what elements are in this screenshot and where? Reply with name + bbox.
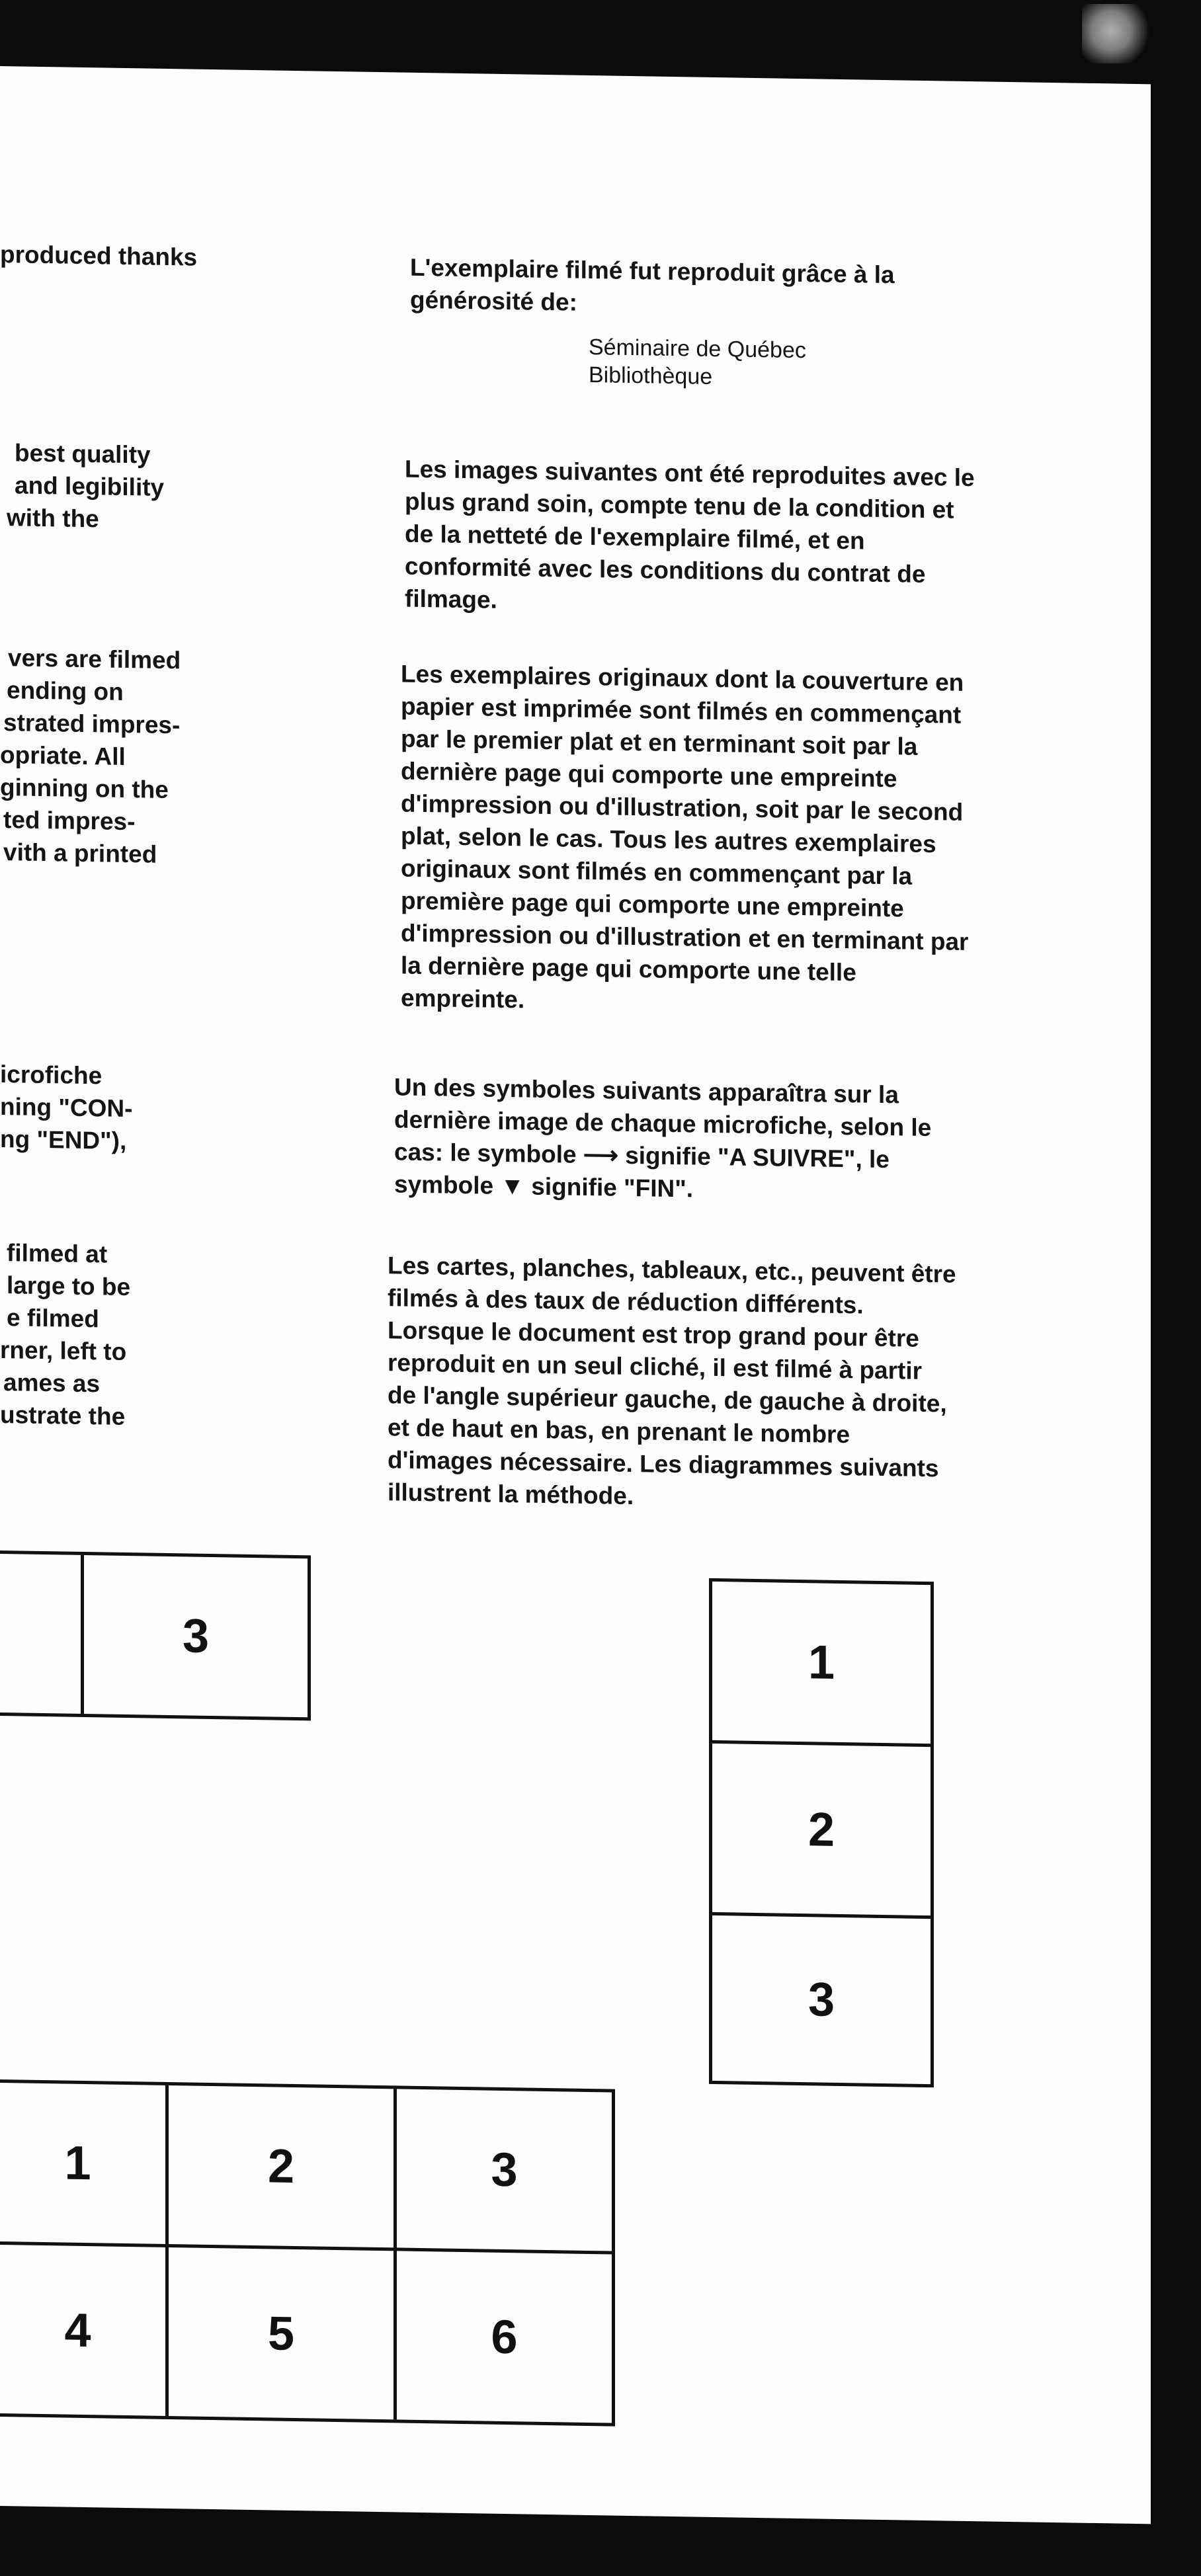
left-paragraph-4 xyxy=(0,1058,132,1157)
text-line: dernière image de chaque microfiche, selon le xyxy=(394,1106,932,1142)
text-line: ning "CON- xyxy=(0,1093,133,1123)
text-line: ted impres- xyxy=(3,806,136,836)
text-line: d'impression ou d'illustration et en terminant par xyxy=(401,919,969,956)
diagram-grid-2x3 xyxy=(0,2079,615,2427)
diagram-cell-5: 5 xyxy=(169,2247,397,2419)
left-paragraph-5 xyxy=(0,1236,130,1433)
text-line: ending on xyxy=(7,676,124,705)
text-line: best quality xyxy=(15,439,151,469)
text-line: produced thanks xyxy=(0,241,198,271)
right-paragraph-4 xyxy=(394,1070,931,1209)
text-line: L'exemplaire filmé fut reproduit grâce à la xyxy=(410,253,895,289)
text-line: générosité de: xyxy=(410,286,577,316)
diagram-cell-3: 3 xyxy=(397,2089,612,2254)
text-line: papier est imprimée sont filmés en commençant xyxy=(401,692,962,729)
film-dust-speck xyxy=(1082,4,1155,63)
text-line: Lorsque le document est trop grand pour être xyxy=(388,1316,919,1352)
diagram-cell-1: 1 xyxy=(712,1582,931,1747)
diagram-cell-2: 2 xyxy=(712,1744,931,1919)
text-line: par le premier plat et en terminant soit par la xyxy=(401,725,918,760)
text-line: large to be xyxy=(7,1271,131,1301)
institution-name xyxy=(589,333,806,392)
text-line: ng "END"), xyxy=(0,1125,127,1155)
text-line: filmed at xyxy=(7,1239,108,1268)
text-line: première page qui comporte une empreinte xyxy=(401,887,904,922)
diagram-horizontal-partial xyxy=(0,1549,311,1721)
right-paragraph-2 xyxy=(405,453,975,624)
text-line: icrofiche xyxy=(0,1061,103,1090)
diagram-cell-3: 3 xyxy=(182,1609,210,1663)
text-line: rner, left to xyxy=(0,1336,127,1366)
text-line: ames as xyxy=(3,1369,101,1398)
text-line: strated impres- xyxy=(3,709,181,739)
diagram-vertical xyxy=(709,1578,934,2087)
text-line: plus grand soin, compte tenu de la condition et xyxy=(405,487,954,524)
text-line: cas: le symbole ⟶ signifie "A SUIVRE", le xyxy=(394,1138,890,1174)
text-line: et de haut en bas, en prenant le nombre xyxy=(388,1414,850,1449)
text-line: conformité avec les conditions du contrat de xyxy=(405,552,926,588)
text-line: plat, selon le cas. Tous les autres exemplaires xyxy=(401,822,936,858)
text-line: vers are filmed xyxy=(8,644,181,674)
text-line: and legibility xyxy=(15,471,165,501)
text-line: opriate. All xyxy=(0,741,126,770)
text-line: Les exemplaires originaux dont la couverture en xyxy=(401,660,964,696)
text-line: d'images nécessaire. Les diagrammes suivants xyxy=(388,1446,939,1482)
text-line: Les cartes, planches, tableaux, etc., peuvent être xyxy=(388,1252,956,1288)
text-line: filmage. xyxy=(405,584,497,614)
text-line: ginning on the xyxy=(0,774,169,804)
right-paragraph-3 xyxy=(401,658,968,1023)
diagram-cell-4: 4 xyxy=(0,2245,169,2416)
text-line: reproduit en un seul cliché, il est filmé à partir xyxy=(388,1349,923,1385)
text-line: de la netteté de l'exemplaire filmé, et en xyxy=(405,520,865,555)
diagram-cell-6: 6 xyxy=(491,2310,518,2364)
diagram-cell-2: 2 xyxy=(169,2085,397,2251)
text-line: vith a printed xyxy=(3,838,157,868)
text-line: dernière page qui comporte une empreinte xyxy=(401,757,897,793)
text-line: with the xyxy=(7,504,99,533)
left-paragraph-3 xyxy=(0,641,181,871)
text-line: filmés à des taux de réduction différents. xyxy=(388,1284,864,1319)
right-paragraph-5 xyxy=(388,1249,956,1517)
right-paragraph-1 xyxy=(410,251,895,324)
text-line: illustrent la méthode. xyxy=(388,1478,634,1510)
diagram-cell-divider xyxy=(0,1552,84,1714)
left-paragraph-2 xyxy=(0,436,164,536)
text-line: la dernière page qui comporte une telle xyxy=(401,951,856,986)
diagram-cell-1: 1 xyxy=(0,2083,169,2247)
text-line: ustrate the xyxy=(0,1401,126,1430)
text-line: Les images suivantes ont été reproduites avec le xyxy=(405,455,975,492)
text-line: empreinte. xyxy=(401,984,525,1014)
text-line: Bibliothèque xyxy=(589,362,713,389)
text-line: e filmed xyxy=(7,1304,99,1333)
text-line: d'impression ou d'illustration, soit par le second xyxy=(401,789,964,826)
text-line: de l'angle supérieur gauche, de gauche à droite, xyxy=(388,1381,947,1418)
document-page xyxy=(0,66,1151,2524)
text-line: originaux sont filmés en commençant par la xyxy=(401,854,913,890)
text-line: Un des symboles suivants apparaîtra sur la xyxy=(394,1073,899,1109)
text-line: symbole ▼ signifie "FIN". xyxy=(394,1170,694,1203)
diagram-cell-3: 3 xyxy=(808,1973,835,2027)
left-paragraph-1 xyxy=(0,238,197,274)
text-line: Séminaire de Québec xyxy=(589,334,806,364)
